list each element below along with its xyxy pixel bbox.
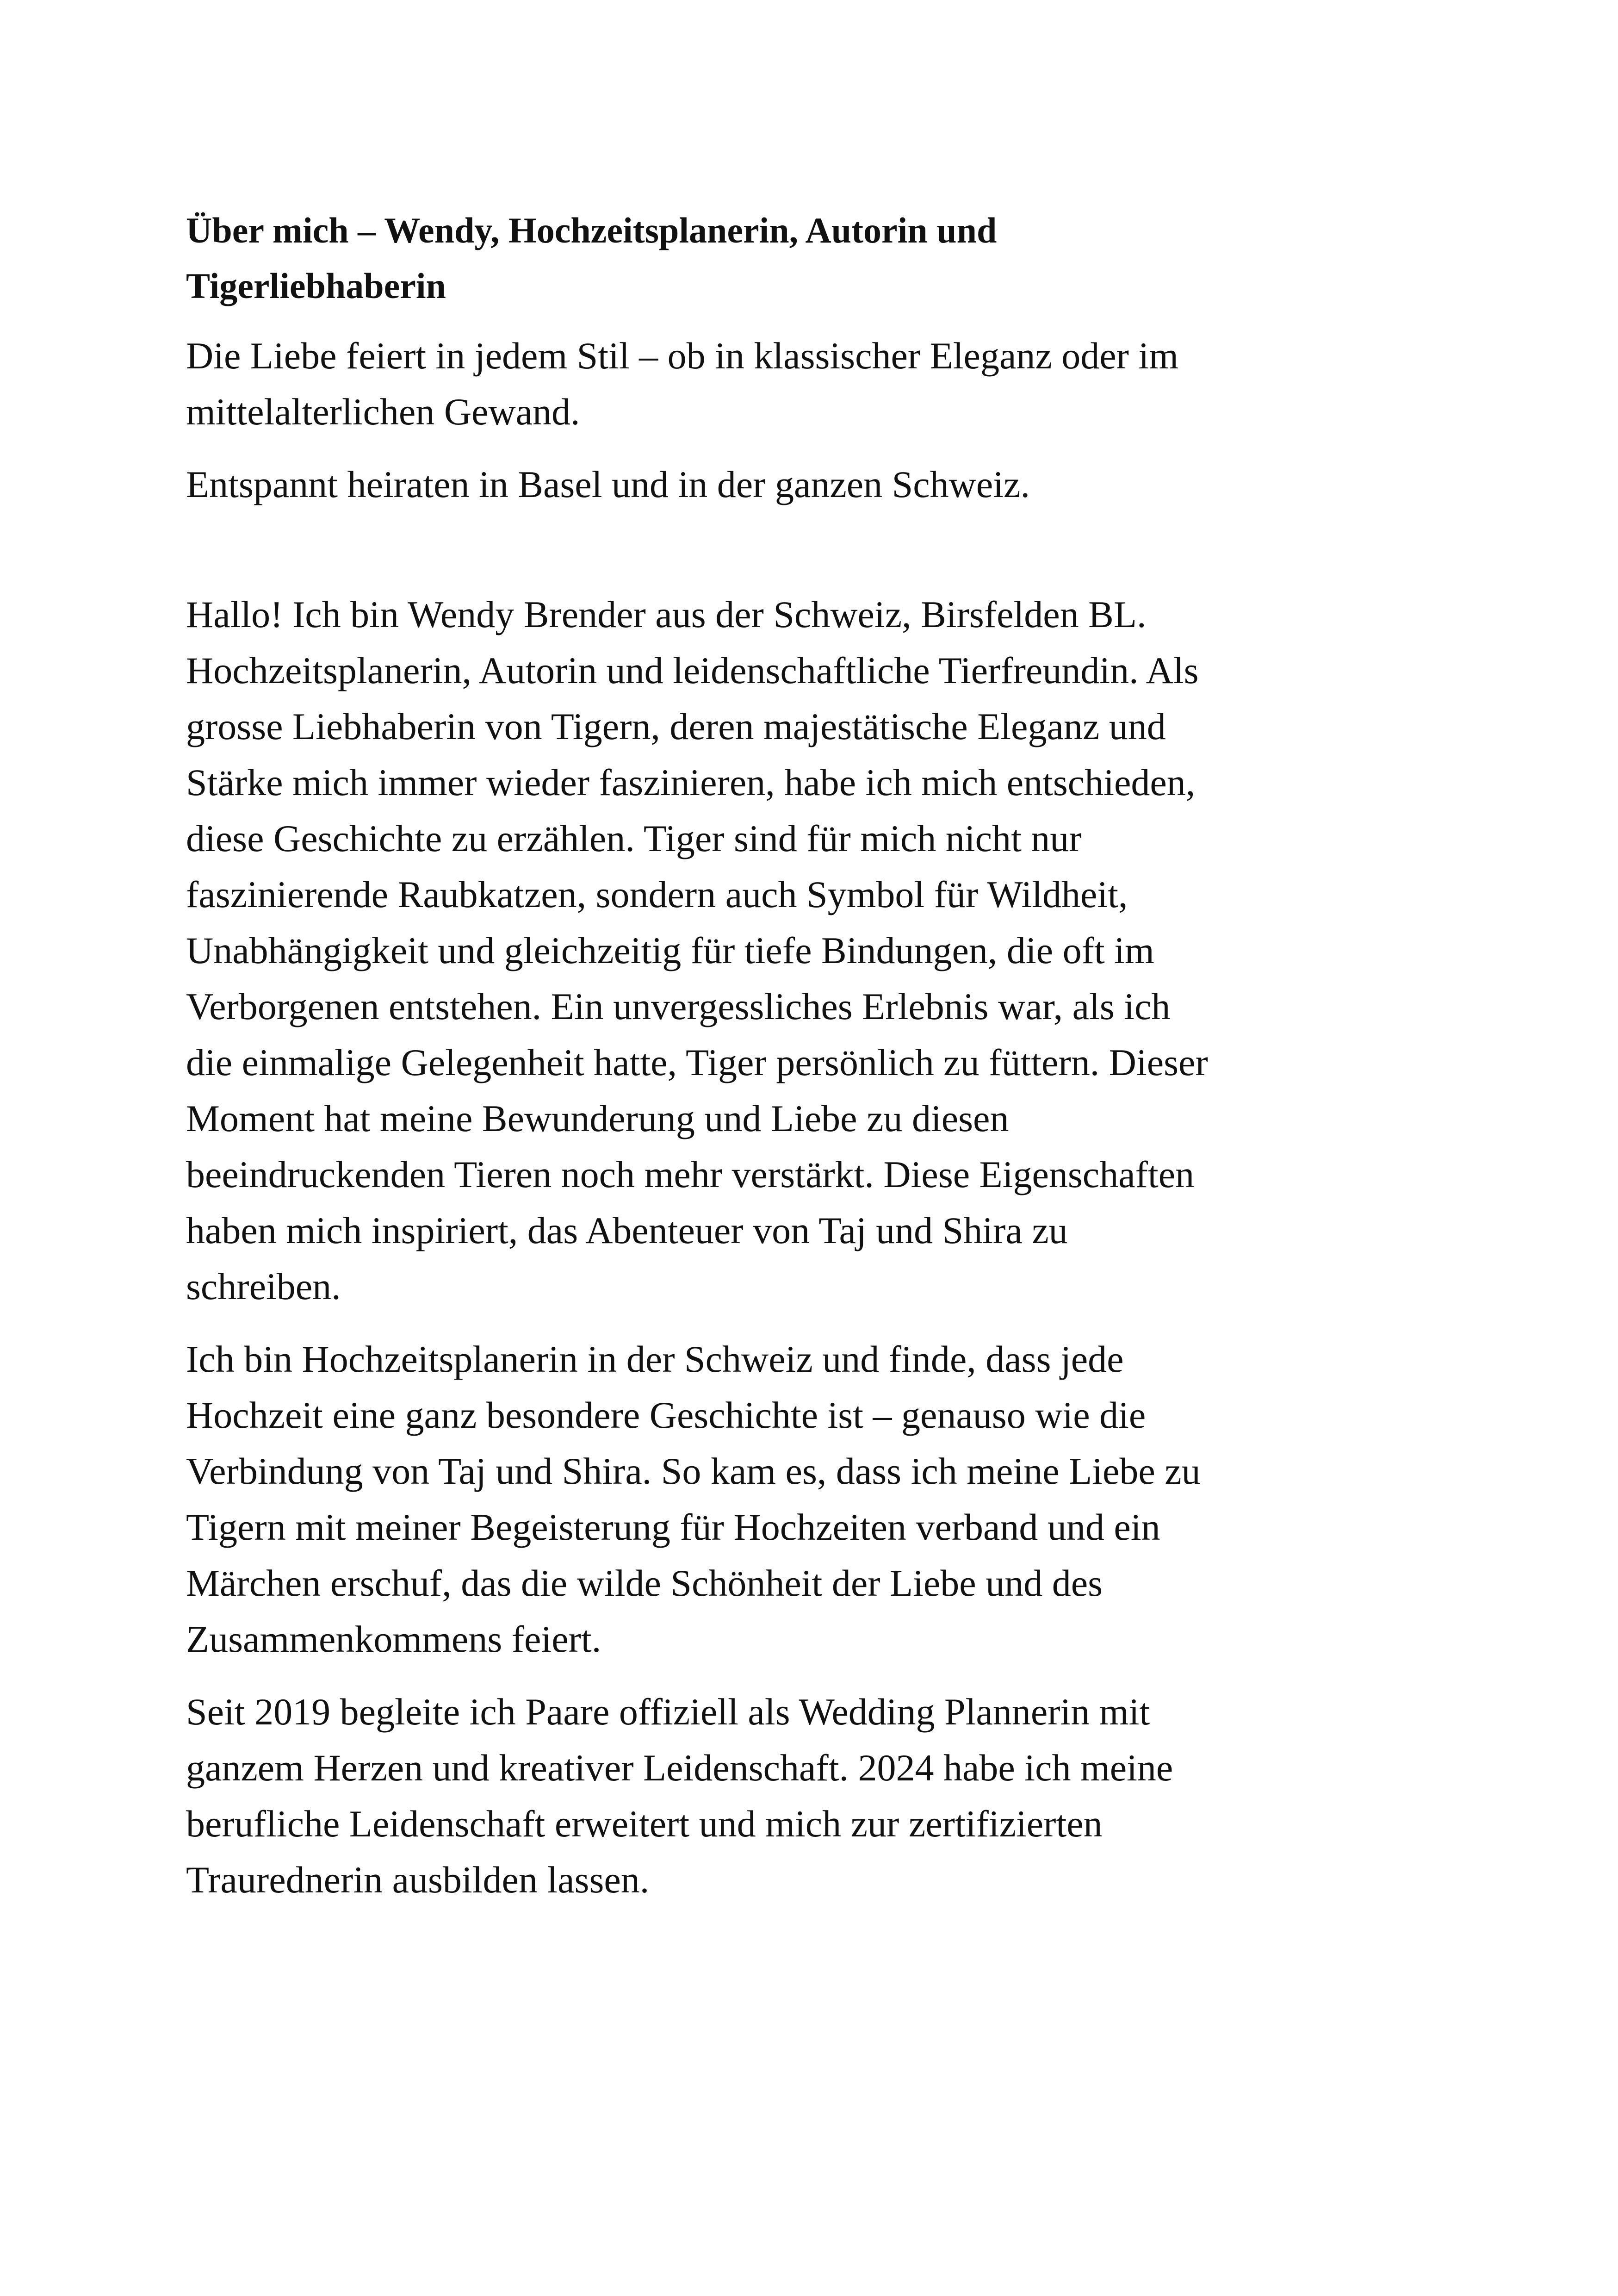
heading-line: Tigerliebhaberin [186, 266, 446, 306]
text-line: berufliche Leidenschaft erweitert und mich zur zertifizierten [186, 1803, 1103, 1845]
career-paragraph [186, 1684, 1454, 1908]
planner-paragraph [186, 1331, 1454, 1667]
text-line: Seit 2019 begleite ich Paare offiziell als Wedding Plannerin mit [186, 1691, 1150, 1733]
text-line: Entspannt heiraten in Basel und in der ganzen Schweiz. [186, 463, 1030, 505]
text-line: die einmalige Gelegenheit hatte, Tiger persönlich zu füttern. Dieser [186, 1041, 1208, 1083]
page-content [186, 203, 1454, 1924]
text-line: ganzem Herzen und kreativer Leidenschaft. 2024 habe ich meine [186, 1747, 1173, 1789]
heading-line: Über mich – Wendy, Hochzeitsplanerin, Autorin und [186, 210, 997, 250]
text-line: Stärke mich immer wieder faszinieren, habe ich mich entschieden, [186, 761, 1196, 803]
text-line: Märchen erschuf, das die wilde Schönheit der Liebe und des [186, 1562, 1103, 1604]
text-line: Verbindung von Taj und Shira. So kam es, dass ich meine Liebe zu [186, 1450, 1201, 1492]
tagline-location-paragraph [186, 456, 1454, 512]
text-line: faszinierende Raubkatzen, sondern auch Symbol für Wildheit, [186, 873, 1128, 915]
text-line: Hochzeitsplanerin, Autorin und leidenschaftliche Tierfreundin. Als [186, 649, 1199, 691]
text-line: diese Geschichte zu erzählen. Tiger sind für mich nicht nur [186, 817, 1082, 859]
text-line: Ich bin Hochzeitsplanerin in der Schweiz und finde, dass jede [186, 1338, 1124, 1380]
text-line: haben mich inspiriert, das Abenteuer von Taj und Shira zu [186, 1209, 1068, 1251]
text-line: Verborgenen entstehen. Ein unvergessliches Erlebnis war, als ich [186, 985, 1171, 1027]
text-line: Hochzeit eine ganz besondere Geschichte ist – genauso wie die [186, 1394, 1146, 1436]
text-line: schreiben. [186, 1265, 341, 1307]
text-line: Zusammenkommens feiert. [186, 1618, 601, 1660]
intro-paragraph [186, 586, 1454, 1314]
text-line: Traurednerin ausbilden lassen. [186, 1859, 650, 1901]
text-line: Unabhängigkeit und gleichzeitig für tiefe Bindungen, die oft im [186, 929, 1154, 971]
text-line: Die Liebe feiert in jedem Stil – ob in klassischer Eleganz oder im [186, 335, 1179, 377]
tagline-style-paragraph [186, 328, 1454, 440]
text-line: Moment hat meine Bewunderung und Liebe zu diesen [186, 1097, 1009, 1139]
text-line: beeindruckenden Tieren noch mehr verstärkt. Diese Eigenschaften [186, 1153, 1195, 1195]
text-line: grosse Liebhaberin von Tigern, deren majestätische Eleganz und [186, 705, 1166, 747]
page-heading [186, 203, 1454, 314]
text-line: Hallo! Ich bin Wendy Brender aus der Schweiz, Birsfelden BL. [186, 593, 1147, 635]
text-line: mittelalterlichen Gewand. [186, 391, 580, 433]
paragraph-spacer [186, 529, 1454, 586]
text-line: Tigern mit meiner Begeisterung für Hochzeiten verband und ein [186, 1506, 1160, 1548]
